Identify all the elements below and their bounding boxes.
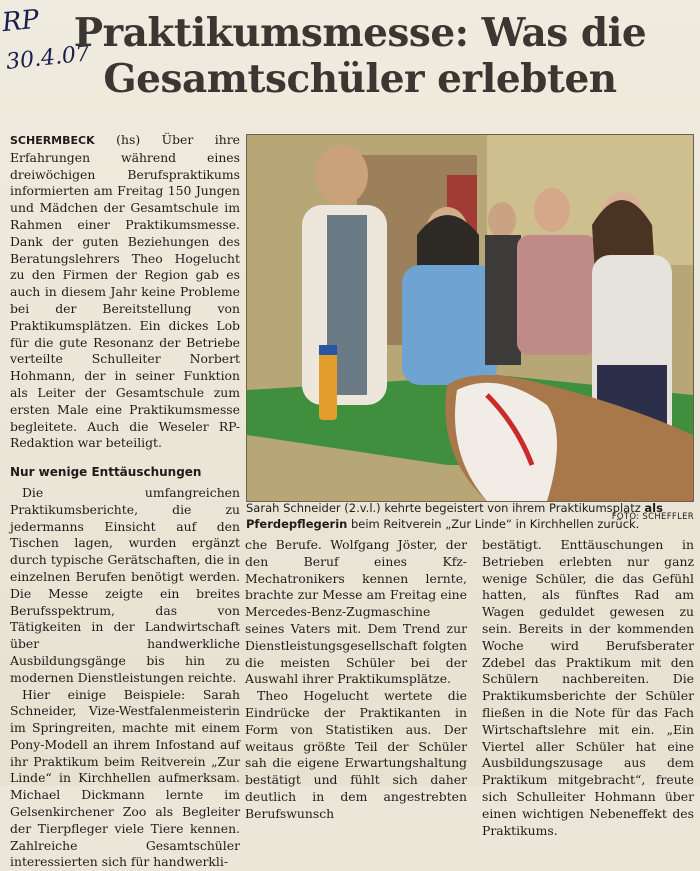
caption-text: Sarah Schneider (2.v.l.) kehrte begeistert von ihrem Praktikumsplatz [246, 501, 644, 515]
article-column-3 [482, 537, 694, 839]
handwritten-date: 30.4.07 [5, 40, 88, 78]
col2-paragraph-1: che Berufe. Wolfgang Jöster, der den Beruf eines Kfz-Mechatronikers kennen lernte, brachte zur Messe am Freitag eine Mercedes-Benz-Zugmaschine seines Vaters mit. Dem Trend zur Dienstleistungsgesellschaft folgten die meisten Schüler bei der Auswahl ihrer Praktikumsplätze. [245, 537, 467, 688]
handwritten-source: RP [1, 4, 41, 38]
headline: Praktikumsmesse: Was die Gesamtschüler erlebten [60, 10, 660, 102]
col2-paragraph-2: Theo Hogelucht wertete die Eindrücke der Praktikanten in Form von Statistiken aus. Der weitaus größte Teil der Schüler sah die eigene Erwartungshaltung bestätigt und fühlt sich daher deutlich in dem angestrebten Berufswunsch [245, 688, 467, 822]
photo-illustration [247, 135, 693, 501]
paragraph-3: Hier einige Beispiele: Sarah Schneider, Vize-Westfalenmeisterin im Springreiten, machte mit einem Pony-Modell an ihrem Infostand auf ihr Praktikum beim Reitverein „Zur Linde“ in Kirchhellen aufmerksam. Michael Dickmann lernte im Gelsenkirchener Zoo als Begleiter der Tierpfleger viele Tiere kennen. Zahlreiche Gesamtschüler interessierten sich für handwerkli- [10, 687, 240, 871]
article-column-2 [245, 537, 467, 823]
col3-paragraph-1: bestätigt. Enttäuschungen in Betrieben erlebten nur ganz wenige Schüler, die das Gefühl hatten, als fünftes Rad am Wagen geduldet gewesen zu sein. Bereits in der kommenden Woche wird Berufsberater Zdebel das Praktikum mit den Schülern nachbereiten. Die Praktikumsberichte der Schüler fließen in die Note für das Fach Wirtschaftslehre mit ein. „Ein Viertel aller Schüler hat eine Ausbildungszusage aus dem Praktikum mitgebracht“, freute sich Schulleiter Hohmann über einen wichtigen Nebeneffekt des Praktikums. [482, 537, 694, 839]
caption-rest: beim Reitverein „Zur Linde“ in Kirchhellen zurück. [347, 517, 639, 531]
paragraph-2: Die umfangreichen Praktikumsberichte, die zu jedermanns Einsicht auf den Tischen lagen, wurden ergänzt durch typische Gerätschaften, die in einzelnen Berufen benötigt werden. Die Messe zeigte ein breites Berufsspektrum, das von Tätigkeiten in der Landwirtschaft über handwerkliche Ausbildungsgänge bis hin zu modernen Dienstleistungen reichte. [10, 485, 240, 687]
intro-paragraph: (hs) Über ihre Erfahrungen während eines dreiwöchigen Berufspraktikums informierten am Freitag 150 Jungen und Mädchen der Gesamtschule im Rahmen einer Praktikumsmesse. Dank der guten Beziehungen des Beratungslehrers Theo Hogelucht zu den Firmen der Region gab es auch in diesem Jahr keine Probleme bei der Bereitstellung von Praktikumsplätzen. Ein dickes Lob für die gute Resonanz der Betriebe verteilte Schulleiter Norbert Hohmann, der in seiner Funktion als Leiter der Gesamtschule zum ersten Male eine Praktikumsmesse begleitete. Auch die Weseler RP-Redaktion war beteiligt. [10, 132, 240, 450]
subheading: Nur wenige Enttäuschungen [10, 464, 240, 481]
photo-credit: FOTO: SCHEFFLER [608, 512, 694, 522]
article-photo [246, 134, 694, 502]
dateline: SCHERMBECK [10, 134, 95, 147]
article-column-1 [10, 132, 240, 871]
caption-bold: als Pferdepflegerin [246, 501, 663, 531]
